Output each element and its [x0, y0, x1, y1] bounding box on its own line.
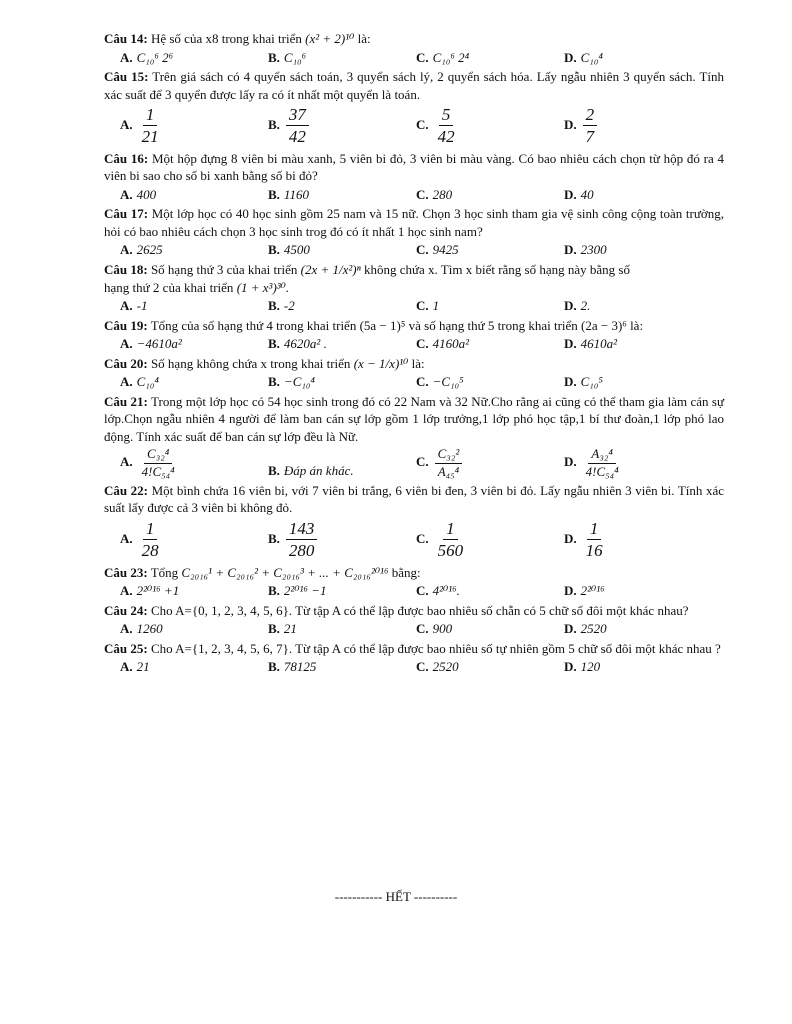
- option-a: [104, 186, 252, 204]
- fraction: [583, 446, 622, 480]
- question-prefix: Số hạng không chứa x trong khai triển: [150, 355, 351, 371]
- option-value: 2625: [136, 242, 163, 258]
- question-prefix: Hệ số của x8 trong khai triển: [150, 31, 302, 46]
- answer-options: [104, 582, 724, 600]
- option-value: 2²⁰¹⁶ +1: [136, 583, 180, 599]
- question-body: Trong một lớp học có 54 học sinh trong đó có 22 Nam và 32 Nữ.Cho rằng ai cũng có thể tham gia làm cán sự lớp.Chọn ngẫu nhiên 4 người để làm ban cán sự lớp gồm 1 lớp trưởng,1 lớp phó học tập,1 bí thư đoàn,1 lớp phó lao động. Tính xác suất để ban cán sự lớp đều là Nữ.: [104, 393, 725, 444]
- numerator: 2: [583, 104, 598, 126]
- math-expression-2: (1 + x³)³⁰.: [236, 279, 290, 295]
- option-c: [400, 297, 548, 315]
- option-c: [400, 335, 548, 353]
- option-d: [548, 186, 696, 204]
- option-letter: A.: [120, 374, 133, 390]
- option-value: 4620a² .: [283, 336, 327, 352]
- option-a: [104, 297, 252, 315]
- question-label: Câu 19:: [104, 317, 148, 333]
- question-14: [104, 30, 724, 66]
- option-value: -2: [283, 298, 295, 314]
- option-d: [548, 373, 696, 391]
- option-a: [104, 373, 252, 391]
- option-b: [252, 658, 400, 676]
- option-letter: A.: [120, 454, 133, 470]
- question-label: Câu 14:: [104, 31, 148, 46]
- question-20: [104, 355, 724, 391]
- end-marker: ----------- HẾT ----------: [334, 889, 458, 904]
- option-value: C₁₀⁴: [136, 374, 159, 390]
- option-letter: C.: [416, 242, 429, 258]
- option-value: 4²⁰¹⁶.: [432, 583, 460, 599]
- exam-page: [104, 30, 724, 678]
- option-value: 120: [580, 659, 601, 675]
- option-value: 1260: [136, 621, 163, 637]
- option-letter: B.: [268, 49, 280, 65]
- option-value: 1160: [283, 186, 309, 202]
- option-letter: A.: [120, 186, 133, 202]
- option-letter: C.: [416, 116, 429, 132]
- answer-options: [104, 446, 724, 480]
- question-text: [104, 205, 724, 240]
- option-value: 2520: [580, 621, 607, 637]
- option-d: [548, 446, 696, 480]
- question-label: Câu 23:: [104, 564, 148, 580]
- answer-options: [104, 241, 724, 259]
- question-body: Tổng của số hạng thứ 4 trong khai triển (5a − 1)⁵ và số hạng thứ 5 trong khai triển (2a − 3)⁶ là:: [150, 317, 644, 333]
- option-a: [104, 658, 252, 676]
- option-d: [548, 49, 696, 67]
- fraction: [139, 104, 162, 148]
- option-b: [252, 462, 400, 480]
- option-letter: C.: [416, 298, 429, 314]
- numerator: C₃₂²: [435, 446, 463, 463]
- fraction: [139, 518, 162, 562]
- question-15: [104, 68, 724, 148]
- fraction: [139, 446, 178, 480]
- option-value: 2300: [580, 242, 607, 258]
- option-letter: A.: [120, 116, 133, 132]
- question-17: [104, 205, 724, 259]
- option-c: [400, 373, 548, 391]
- option-letter: B.: [268, 242, 280, 258]
- question-24: [104, 602, 724, 638]
- option-letter: D.: [564, 186, 577, 202]
- option-c: [400, 241, 548, 259]
- option-letter: A.: [120, 49, 133, 65]
- denominator: 16: [585, 541, 603, 561]
- option-d: [548, 620, 696, 638]
- answer-options: [104, 373, 724, 391]
- option-letter: A.: [120, 298, 133, 314]
- option-value: −4610a²: [136, 336, 182, 352]
- question-body: Trên giá sách có 4 quyển sách toán, 3 quyển sách lý, 2 quyển sách hóa. Lấy ngẫu nhiên 3 quyển sách. Tính xác suất để 3 quyển được lấy ra có ít nhất một quyển là toán.: [104, 69, 725, 102]
- numerator: 1: [587, 518, 602, 540]
- numerator: 1: [443, 518, 458, 540]
- fraction: [583, 518, 606, 562]
- question-text: [104, 261, 724, 296]
- denominator: 4!C₅₄⁴: [585, 463, 619, 479]
- question-21: [104, 393, 724, 480]
- denominator: 28: [141, 541, 159, 561]
- fraction: [286, 104, 309, 148]
- option-letter: C.: [416, 374, 429, 390]
- question-text: [104, 640, 724, 658]
- option-value: 2²⁰¹⁶ −1: [283, 583, 327, 599]
- option-value: −C₁₀⁴: [283, 374, 315, 390]
- denominator: 7: [585, 127, 595, 147]
- question-23: [104, 564, 724, 600]
- question-label: Câu 17:: [104, 206, 149, 222]
- option-value: 400: [136, 186, 157, 202]
- question-text: [104, 564, 724, 582]
- option-letter: D.: [564, 659, 577, 675]
- option-value: 9425: [432, 242, 459, 258]
- option-value: C₁₀⁶ 2⁴: [432, 49, 470, 65]
- question-label: Câu 20:: [104, 355, 148, 371]
- option-a: [104, 241, 252, 259]
- option-letter: D.: [564, 530, 577, 546]
- option-a: [104, 104, 252, 148]
- option-b: [252, 104, 400, 148]
- question-text: [104, 30, 724, 48]
- answer-options: [104, 518, 724, 562]
- option-letter: B.: [268, 374, 280, 390]
- option-value: 2.: [580, 298, 591, 314]
- option-a: [104, 49, 252, 67]
- option-c: [400, 518, 548, 562]
- option-c: [400, 49, 548, 67]
- question-suffix: không chứa x. Tìm x biết rằng số hạng này bằng số: [363, 261, 630, 277]
- answer-options: [104, 104, 724, 148]
- option-letter: A.: [120, 659, 133, 675]
- option-letter: D.: [564, 621, 577, 637]
- option-b: [252, 373, 400, 391]
- answer-options: [104, 49, 724, 67]
- question-suffix: bằng:: [391, 564, 421, 580]
- fraction: [435, 518, 467, 562]
- option-value: 40: [580, 186, 594, 202]
- option-a: [104, 582, 252, 600]
- option-letter: A.: [120, 583, 133, 599]
- question-body: Một bình chứa 16 viên bi, với 7 viên bi trắng, 6 viên bi đen, 3 viên bi đỏ. Lấy ngẫu nhiên 3 viên bi. Tính xác suất lấy được cả 3 viên bi không đỏ.: [104, 482, 725, 516]
- option-a: [104, 620, 252, 638]
- option-d: [548, 658, 696, 676]
- option-value: 2520: [432, 659, 459, 675]
- option-letter: B.: [268, 298, 280, 314]
- question-label: Câu 15:: [104, 69, 149, 85]
- option-value: C₁₀⁵: [580, 374, 603, 390]
- math-expression: (x² + 2)¹⁰: [305, 31, 355, 46]
- option-value: C₁₀⁶: [283, 49, 307, 65]
- option-letter: C.: [416, 583, 429, 599]
- option-letter: A.: [120, 242, 133, 258]
- option-b: [252, 49, 400, 67]
- option-letter: B.: [268, 463, 280, 479]
- denominator: 560: [437, 541, 464, 561]
- option-a: [104, 446, 252, 480]
- option-letter: C.: [416, 49, 429, 65]
- question-text: [104, 482, 724, 517]
- option-letter: D.: [564, 336, 577, 352]
- option-value: C₁₀⁶ 2⁶: [136, 49, 174, 65]
- answer-options: [104, 620, 724, 638]
- question-suffix: là:: [411, 355, 425, 371]
- answer-options: [104, 186, 724, 204]
- option-b: [252, 335, 400, 353]
- fraction: [583, 104, 598, 148]
- question-19: [104, 317, 724, 353]
- denominator: A₄₅⁴: [437, 463, 460, 479]
- question-text: [104, 317, 724, 335]
- denominator: 280: [288, 541, 315, 561]
- question-18: [104, 261, 724, 315]
- option-letter: D.: [564, 298, 577, 314]
- question-body: Cho A={0, 1, 2, 3, 4, 5, 6}. Từ tập A có thể lập được bao nhiêu số chẵn có 5 chữ số đôi một khác nhau?: [150, 602, 689, 618]
- option-value: 4610a²: [580, 336, 618, 352]
- option-letter: B.: [268, 621, 280, 637]
- option-value: C₁₀⁴: [580, 49, 603, 65]
- option-d: [548, 241, 696, 259]
- option-value: −C₁₀⁵: [432, 374, 464, 390]
- option-letter: A.: [120, 336, 133, 352]
- answer-options: [104, 658, 724, 676]
- question-text: [104, 355, 724, 373]
- option-c: [400, 446, 548, 480]
- option-letter: D.: [564, 583, 577, 599]
- answer-options: [104, 335, 724, 353]
- option-b: [252, 186, 400, 204]
- question-label: Câu 25:: [104, 640, 148, 656]
- question-label: Câu 21:: [104, 393, 148, 409]
- option-letter: B.: [268, 530, 280, 546]
- option-letter: D.: [564, 374, 577, 390]
- question-body: Một lớp học có 40 học sinh gồm 25 nam và 15 nữ. Chọn 3 học sinh tham gia vệ sinh công cộng toàn trường, hỏi có bao nhiêu cách chọn 3 học sinh trog đó có ít nhất 1 học sinh nam?: [104, 206, 725, 239]
- question-prefix: Số hạng thứ 3 của khai triển: [150, 261, 298, 277]
- option-c: [400, 620, 548, 638]
- option-b: [252, 241, 400, 259]
- numerator: 37: [286, 104, 309, 126]
- numerator: 143: [286, 518, 318, 540]
- question-prefix: Tổng: [150, 564, 179, 580]
- fraction: [286, 518, 318, 562]
- numerator: 5: [439, 104, 454, 126]
- option-c: [400, 658, 548, 676]
- option-letter: D.: [564, 454, 577, 470]
- option-letter: C.: [416, 659, 429, 675]
- option-letter: D.: [564, 116, 577, 132]
- question-text: [104, 393, 724, 446]
- math-expression: C₂₀₁₆¹ + C₂₀₁₆² + C₂₀₁₆³ + ... + C₂₀₁₆²⁰¹⁶: [181, 564, 389, 580]
- math-expression: (x − 1/x)¹⁰: [353, 355, 409, 371]
- option-letter: C.: [416, 186, 429, 202]
- option-value: Đáp án khác.: [283, 463, 354, 479]
- option-letter: C.: [416, 336, 429, 352]
- question-text: [104, 602, 724, 620]
- option-value: 78125: [283, 659, 317, 675]
- option-a: [104, 335, 252, 353]
- option-value: 1: [432, 298, 440, 314]
- denominator: 42: [288, 127, 306, 147]
- question-16: [104, 150, 724, 204]
- question-suffix: là:: [357, 31, 371, 46]
- fraction: [435, 446, 463, 480]
- option-value: 21: [136, 659, 150, 675]
- denominator: 4!C₅₄⁴: [141, 463, 175, 479]
- option-d: [548, 104, 696, 148]
- fraction: [435, 104, 458, 148]
- question-label: Câu 22:: [104, 482, 149, 498]
- question-label: Câu 24:: [104, 602, 148, 618]
- question-25: [104, 640, 724, 676]
- option-d: [548, 335, 696, 353]
- option-d: [548, 518, 696, 562]
- option-letter: B.: [268, 336, 280, 352]
- question-body: Một hộp đựng 8 viên bi màu xanh, 5 viên bi đỏ, 3 viên bi màu vàng. Có bao nhiêu cách chọn từ hộp đó ra 4 viên bi sao cho số bi xanh bằng số bi đỏ?: [104, 150, 724, 184]
- option-c: [400, 186, 548, 204]
- option-a: [104, 518, 252, 562]
- option-letter: B.: [268, 659, 280, 675]
- option-letter: D.: [564, 49, 577, 65]
- numerator: 1: [143, 518, 158, 540]
- option-letter: B.: [268, 186, 280, 202]
- option-value: 280: [432, 186, 453, 202]
- option-letter: D.: [564, 242, 577, 258]
- question-label: Câu 16:: [104, 150, 149, 166]
- option-value: -1: [136, 298, 148, 314]
- option-d: [548, 582, 696, 600]
- question-line2: hạng thứ 2 của khai triển: [104, 279, 234, 295]
- option-letter: A.: [120, 621, 133, 637]
- option-letter: C.: [416, 454, 429, 470]
- numerator: 1: [143, 104, 158, 126]
- numerator: C₃₂⁴: [144, 446, 172, 463]
- question-label: Câu 18:: [104, 261, 148, 277]
- option-value: 21: [283, 621, 297, 637]
- option-c: [400, 582, 548, 600]
- denominator: 42: [437, 127, 455, 147]
- option-letter: C.: [416, 530, 429, 546]
- option-value: 900: [432, 621, 453, 637]
- question-text: [104, 150, 724, 185]
- math-expression: (2x + 1/x²)ⁿ: [300, 261, 361, 277]
- option-b: [252, 582, 400, 600]
- numerator: A₃₂⁴: [588, 446, 616, 463]
- option-d: [548, 297, 696, 315]
- answer-options: [104, 297, 724, 315]
- option-c: [400, 104, 548, 148]
- option-value: 4160a²: [432, 336, 470, 352]
- question-text: [104, 68, 724, 103]
- option-value: 2²⁰¹⁶: [580, 583, 605, 599]
- option-letter: B.: [268, 583, 280, 599]
- question-body: Cho A={1, 2, 3, 4, 5, 6, 7}. Từ tập A có thể lập được bao nhiêu số tự nhiên gồm 5 chữ số đôi một khác nhau ?: [150, 640, 721, 656]
- option-letter: B.: [268, 116, 280, 132]
- option-b: [252, 620, 400, 638]
- option-letter: C.: [416, 621, 429, 637]
- option-b: [252, 518, 400, 562]
- denominator: 21: [141, 127, 159, 147]
- option-b: [252, 297, 400, 315]
- question-22: [104, 482, 724, 562]
- option-letter: A.: [120, 530, 133, 546]
- option-value: 4500: [283, 242, 310, 258]
